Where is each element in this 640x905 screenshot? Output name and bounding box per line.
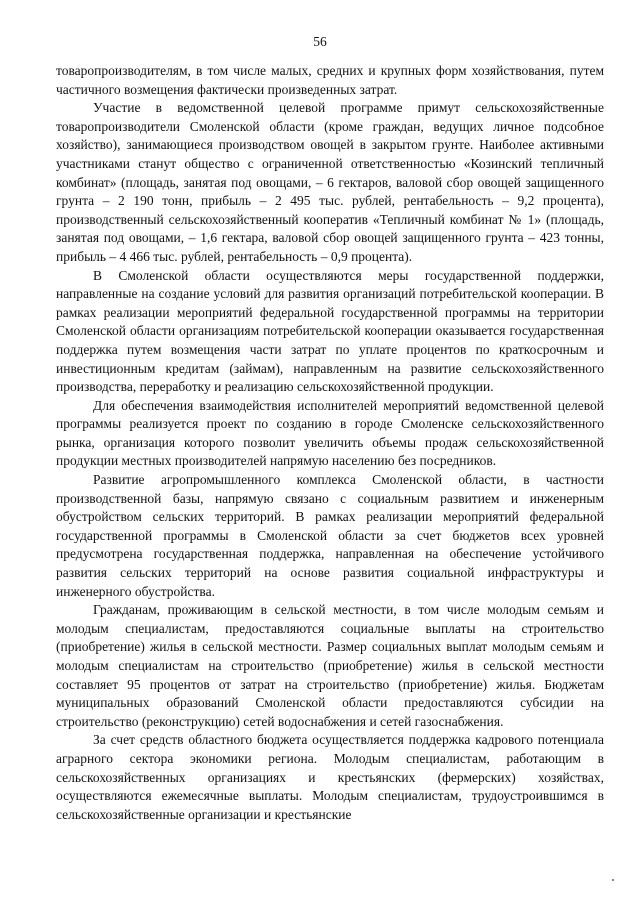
page-number: 56 bbox=[313, 34, 327, 49]
paragraph-agricultural-market: Для обеспечения взаимодействия исполнителей мероприятий ведомственной целевой программы реализуется проект по созданию в городе Смоленске сельскохозяйственного рынка, организация которого позволит увеличить объемы продаж сельскохозяйственной продукции местных производителей напрямую населению без посредников. bbox=[56, 397, 604, 469]
paragraph-personnel-support: За счет средств областного бюджета осуществляется поддержка кадрового потенциала аграрного сектора экономики региона. Молодым специалистам, работающим в сельскохозяйственных организациях и крестьянских (фермерских) хозяйствах, осуществляются ежемесячные выплаты. Молодым специалистам, трудоустроившимся в сельскохозяйственные организации и крестьянские bbox=[56, 732, 604, 822]
document-body bbox=[56, 62, 604, 824]
paragraph-continuation: товаропроизводителям, в том числе малых, средних и крупных форм хозяйствования, путем частичного возмещения фактически произведенных затрат. bbox=[56, 63, 604, 97]
paragraph-consumer-cooperation: В Смоленской области осуществляются меры государственной поддержки, направленные на создание условий для развития организаций потребительской кооперации. В рамках реализации мероприятий федеральной государственной программы на территории Смоленской области организациям потребительской кооперации оказывается государственная поддержка путем возмещения части затрат по уплате процентов по краткосрочным и инвестиционным кредитам (займам), направленным на развитие сельскохозяйственного производства, переработку и реализацию сельскохозяйственной продукции. bbox=[56, 267, 604, 395]
paragraph-program-participants: Участие в ведомственной целевой программе примут сельскохозяйственные товаропроизводители Смоленской области (кроме граждан, ведущих личное подсобное хозяйство), занимающиеся производством овощей в закрытом грунте. Наиболее активными участниками станут общество с ограниченной ответственностью «Козинский тепличный комбинат» (площадь, занятая под овощами, – 6 гектаров, валовой сбор овощей защищенного грунта – 2 190 тонн, прибыль – 2 495 тыс. рублей, рентабельность – 9,2 процента), производственный сельскохозяйственный кооператив «Тепличный комбинат № 1» (площадь, занятая под овощами, – 1,6 гектара, валовой сбор овощей защищенного грунта – 423 тонны, прибыль – 4 466 тыс. рублей, рентабельность – 0,9 процента). bbox=[56, 100, 604, 264]
paragraph-social-payments: Гражданам, проживающим в сельской местности, в том числе молодым семьям и молодым специалистам, предоставляются социальные выплаты на строительство (приобретение) жилья в сельской местности. Размер социальных выплат молодым семьям и молодым специалистам на строительство (приобретение) жилья в сельской местности составляет 95 процентов от затрат на строительство (приобретение) жилья. Бюджетам муниципальных образований Смоленской области предоставляются субсидии на строительство (реконструкцию) сетей водоснабжения и сетей газоснабжения. bbox=[56, 602, 604, 729]
scan-mark bbox=[612, 879, 614, 881]
paragraph-rural-development: Развитие агропромышленного комплекса Смоленской области, в частности производственной базы, напрямую связано с социальным развитием и инженерным обустройством сельских территорий. В рамках реализации мероприятий федеральной государственной программы в Смоленской области за счет бюджетов всех уровней предусмотрена государственная поддержка, направленная на обеспечение устойчивого развития сельских территорий на основе развития социальной инфраструктуры и инженерного обустройства. bbox=[56, 472, 604, 599]
